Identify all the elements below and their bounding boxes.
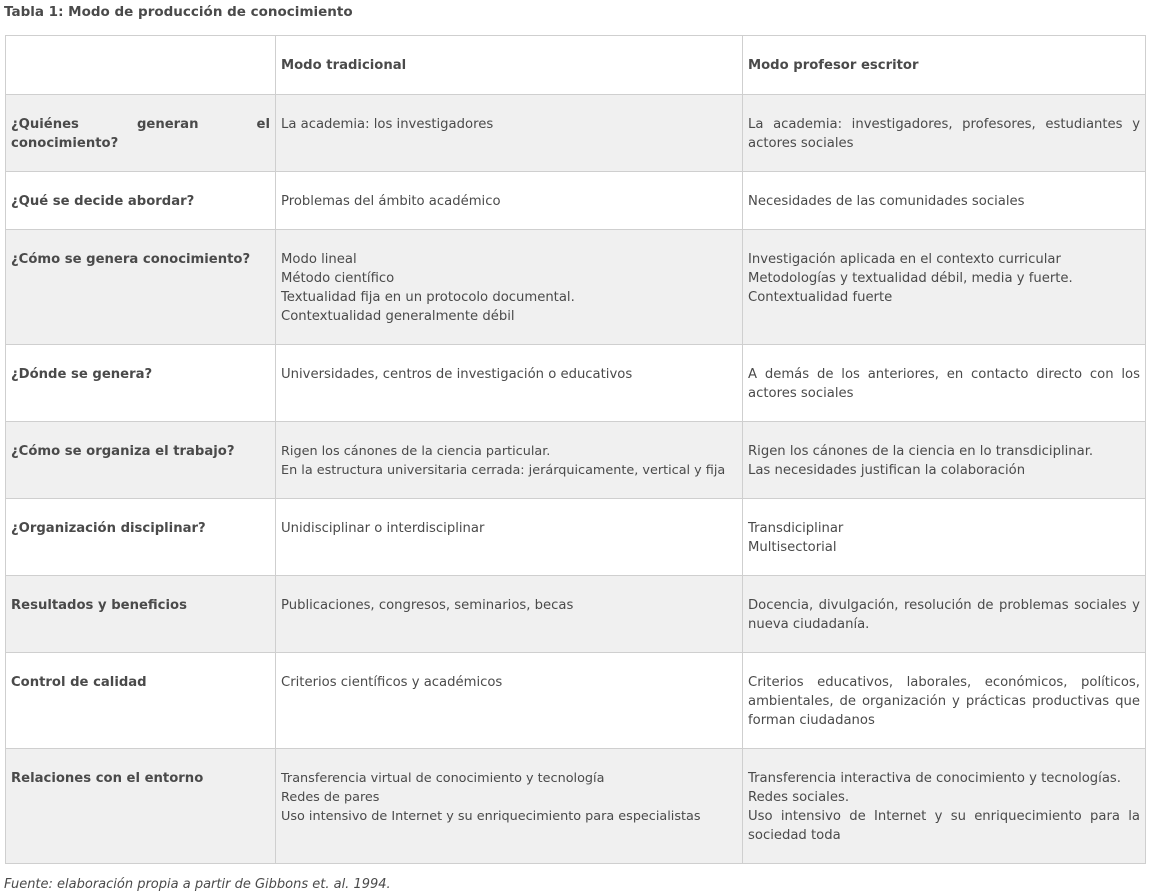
row-question	[6, 422, 276, 499]
cell-line: Necesidades de las comunidades sociales	[748, 194, 1025, 209]
cell-line: Modo lineal	[281, 252, 357, 267]
question-text: Resultados y beneficios	[11, 598, 187, 613]
cell-line: Docencia, divulgación, resolución de problemas sociales y nueva ciudadanía.	[748, 598, 1140, 632]
cell-line: Criterios científicos y académicos	[281, 675, 503, 690]
cell-line: Multisectorial	[748, 540, 837, 555]
table-header-row	[6, 36, 1146, 95]
cell-tradicional	[276, 576, 743, 653]
cell-line: Redes de pares	[281, 790, 380, 805]
cell-tradicional	[276, 345, 743, 422]
cell-escritor	[743, 422, 1146, 499]
header-modo-tradicional: Modo tradicional	[276, 36, 743, 95]
row-question	[6, 576, 276, 653]
cell-line: La academia: los investigadores	[281, 117, 494, 132]
question-text: Control de calidad	[11, 675, 147, 690]
cell-line: Uso intensivo de Internet y su enriquecimiento para la sociedad toda	[748, 809, 1140, 843]
question-text: Relaciones con el entorno	[11, 771, 204, 786]
cell-line: Método científico	[281, 271, 395, 286]
cell-line: Transferencia interactiva de conocimiento y tecnologías.	[748, 771, 1121, 786]
question-text: ¿Quiénes generan el conocimiento?	[11, 117, 270, 151]
cell-line: Contextualidad fuerte	[748, 290, 893, 305]
cell-escritor	[743, 95, 1146, 172]
cell-tradicional	[276, 499, 743, 576]
table-row	[6, 172, 1146, 230]
cell-line: Las necesidades justifican la colaboración	[748, 463, 1026, 478]
cell-line: Contextualidad generalmente débil	[281, 309, 515, 324]
cell-line: En la estructura universitaria cerrada: jerárquicamente, vertical y fija	[281, 463, 726, 478]
knowledge-production-table	[5, 35, 1146, 864]
cell-escritor	[743, 172, 1146, 230]
row-question	[6, 749, 276, 864]
row-question	[6, 95, 276, 172]
question-text: ¿Qué se decide abordar?	[11, 194, 195, 209]
table-row	[6, 230, 1146, 345]
cell-line: Rigen los cánones de la ciencia en lo transdiciplinar.	[748, 444, 1094, 459]
cell-line: Unidisciplinar o interdisciplinar	[281, 521, 485, 536]
table-row	[6, 422, 1146, 499]
table-caption: Tabla 1: Modo de producción de conocimiento	[4, 4, 353, 20]
table-row	[6, 576, 1146, 653]
header-modo-profesor-escritor: Modo profesor escritor	[743, 36, 1146, 95]
cell-line: A demás de los anteriores, en contacto directo con los actores sociales	[748, 367, 1140, 401]
question-text: ¿Organización disciplinar?	[11, 521, 206, 536]
cell-escritor	[743, 499, 1146, 576]
cell-escritor	[743, 576, 1146, 653]
cell-tradicional	[276, 172, 743, 230]
row-question	[6, 653, 276, 749]
cell-line: Criterios educativos, laborales, económicos, políticos, ambientales, de organización y prácticas productivas que forman ciudadanos	[748, 675, 1140, 728]
cell-line: Textualidad fija en un protocolo documental.	[281, 290, 575, 305]
cell-escritor	[743, 230, 1146, 345]
cell-tradicional	[276, 749, 743, 864]
question-text: ¿Dónde se genera?	[11, 367, 153, 382]
cell-line: Transferencia virtual de conocimiento y tecnología	[281, 771, 605, 786]
cell-tradicional	[276, 230, 743, 345]
cell-line: Uso intensivo de Internet y su enriquecimiento para especialistas	[281, 809, 701, 824]
table-row	[6, 653, 1146, 749]
cell-line: Problemas del ámbito académico	[281, 194, 501, 209]
question-text: ¿Cómo se genera conocimiento?	[11, 252, 251, 267]
cell-line: Investigación aplicada en el contexto curricular	[748, 252, 1061, 267]
table-row	[6, 499, 1146, 576]
cell-tradicional	[276, 653, 743, 749]
cell-escritor	[743, 653, 1146, 749]
row-question	[6, 172, 276, 230]
cell-escritor	[743, 345, 1146, 422]
cell-tradicional	[276, 422, 743, 499]
cell-line: Universidades, centros de investigación o educativos	[281, 367, 633, 382]
table-row	[6, 345, 1146, 422]
table-source-note: Fuente: elaboración propia a partir de Gibbons et. al. 1994.	[4, 877, 391, 892]
cell-line: Redes sociales.	[748, 790, 850, 805]
row-question	[6, 230, 276, 345]
cell-line: Metodologías y textualidad débil, media y fuerte.	[748, 271, 1073, 286]
cell-line: Publicaciones, congresos, seminarios, becas	[281, 598, 574, 613]
header-empty-cell	[6, 36, 276, 95]
cell-line: La academia: investigadores, profesores, estudiantes y actores sociales	[748, 117, 1140, 151]
question-text: ¿Cómo se organiza el trabajo?	[11, 444, 235, 459]
cell-line: Rigen los cánones de la ciencia particular.	[281, 444, 551, 459]
row-question	[6, 499, 276, 576]
cell-escritor	[743, 749, 1146, 864]
table-row	[6, 749, 1146, 864]
row-question	[6, 345, 276, 422]
cell-tradicional	[276, 95, 743, 172]
table-row	[6, 95, 1146, 172]
cell-line: Transdiciplinar	[748, 521, 844, 536]
